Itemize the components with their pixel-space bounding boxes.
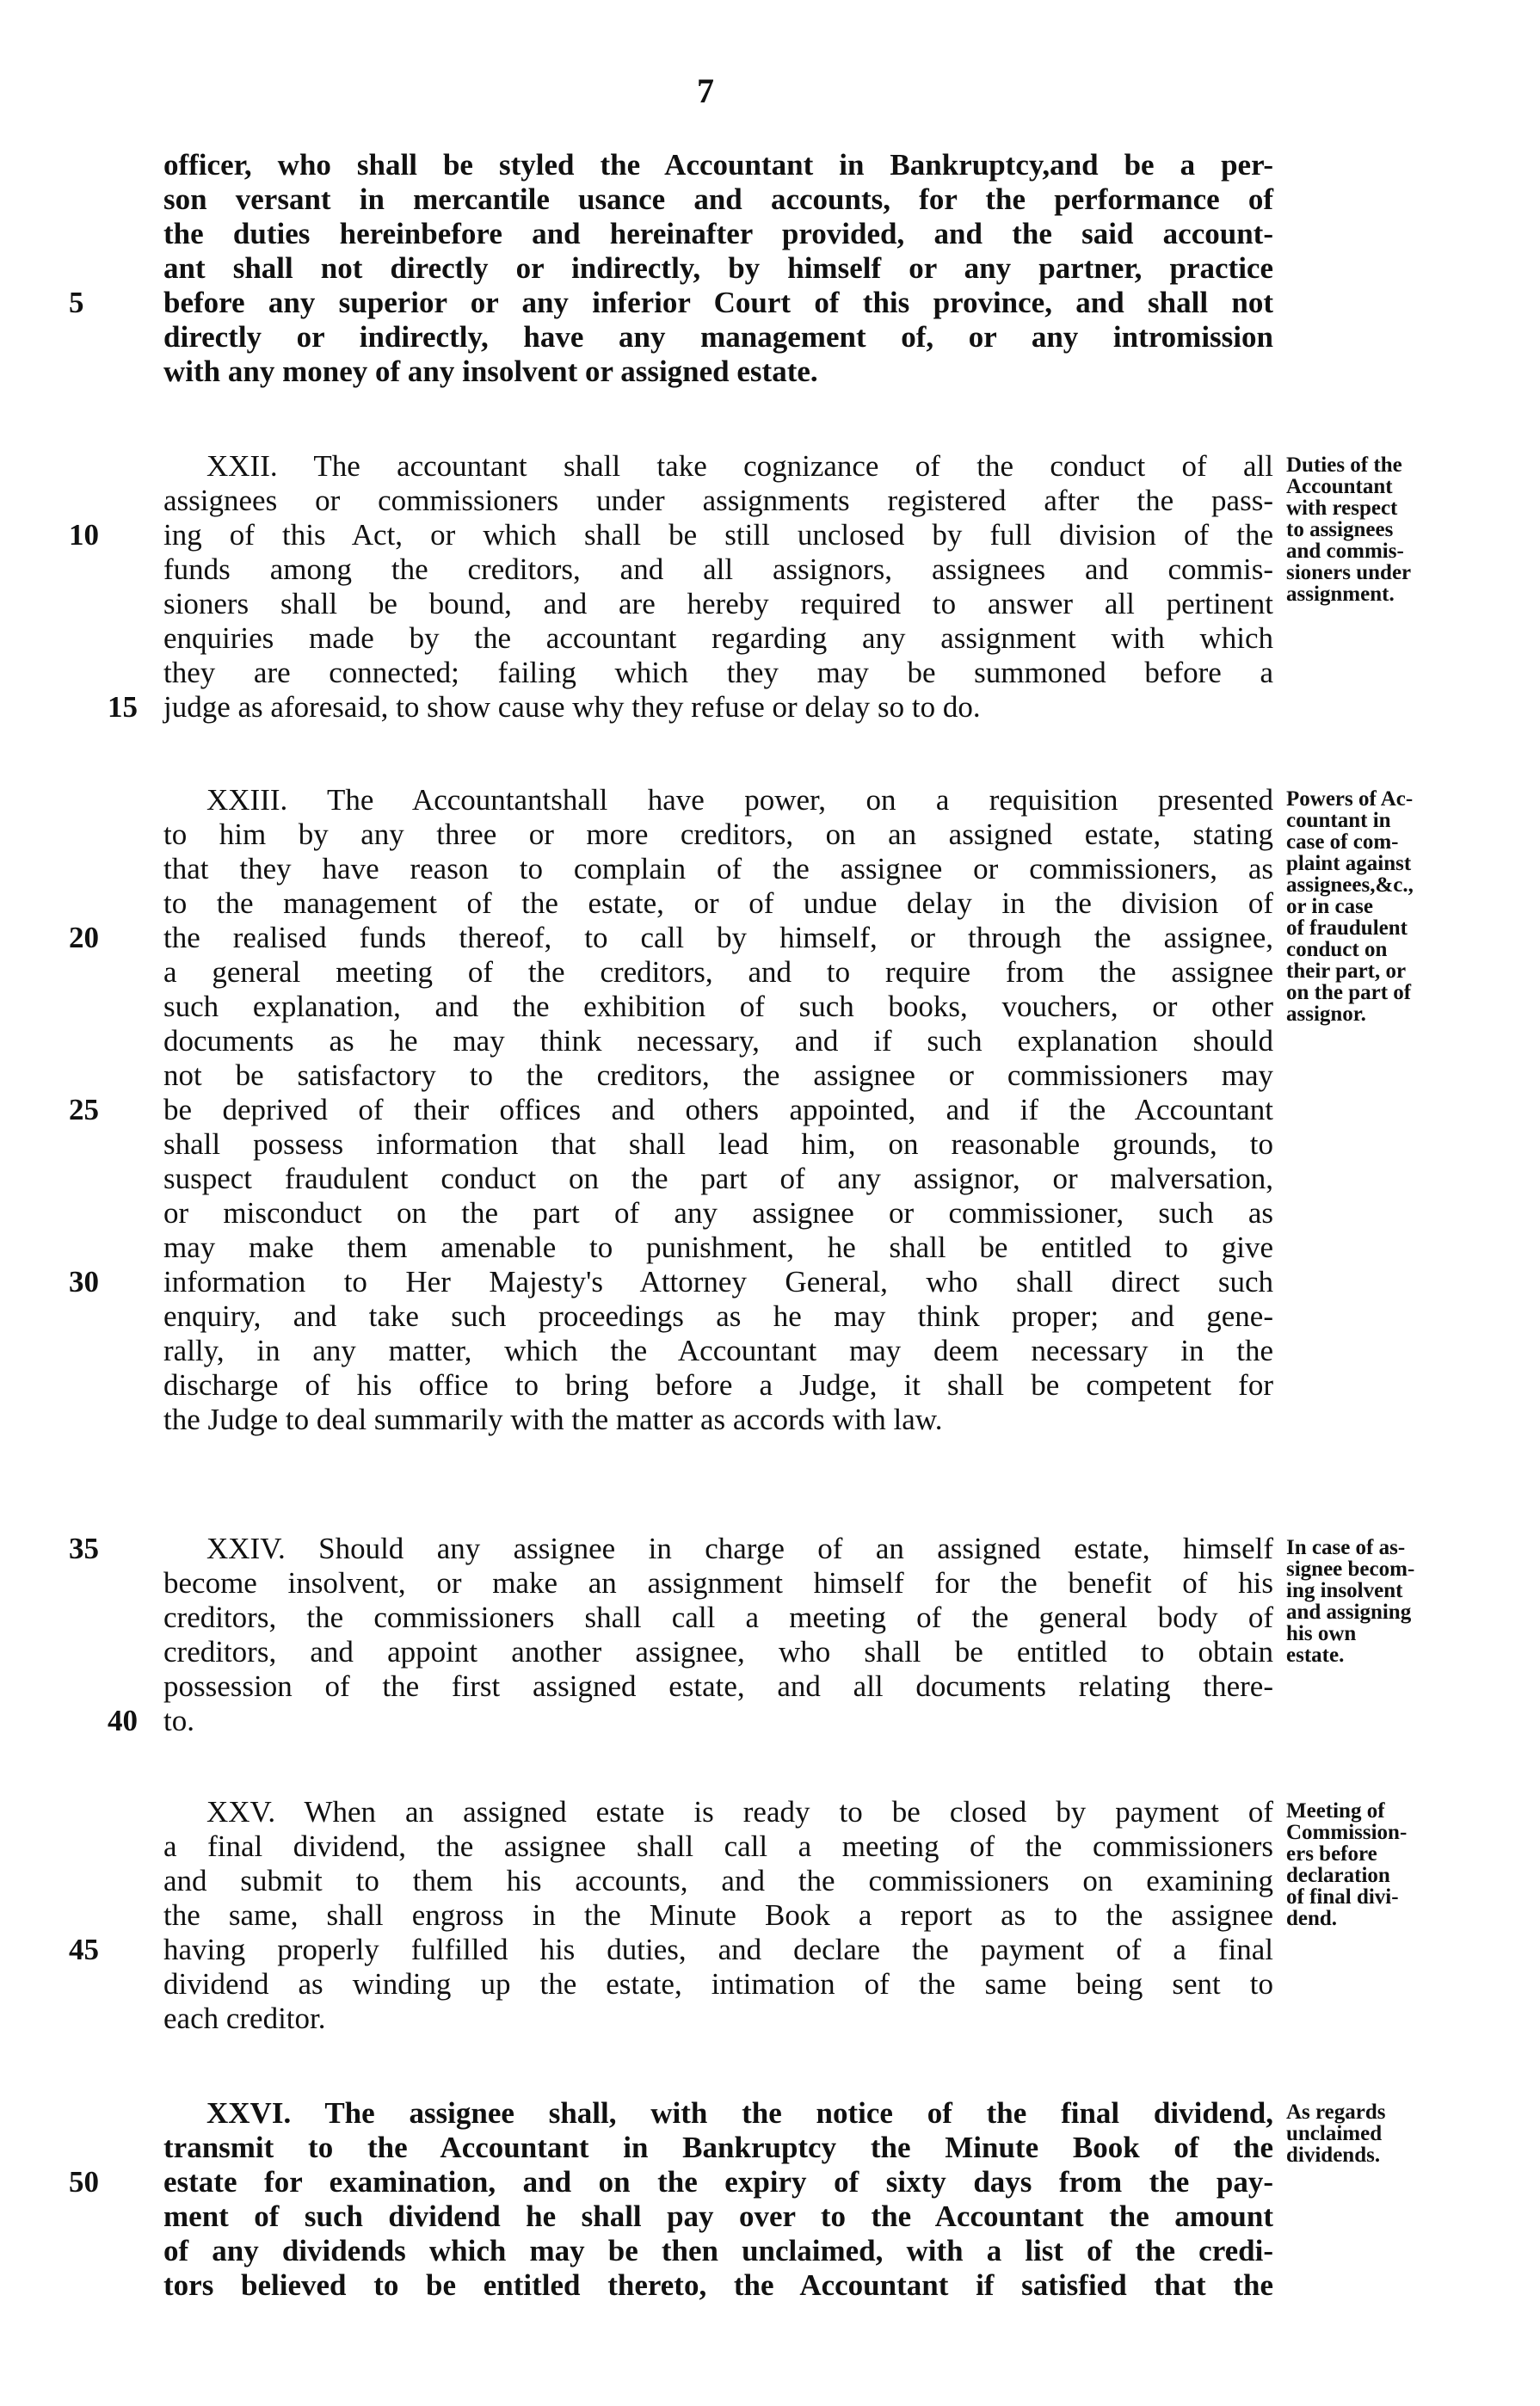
line-text: enquiry, and take such proceedings as he may think proper; and gene-	[163, 1299, 1273, 1333]
text-line	[163, 484, 1273, 518]
line-text: tors believed to be entitled thereto, the Accountant if satisfied that the	[163, 2268, 1273, 2302]
margin-note-line: unclaimed	[1286, 2122, 1383, 2145]
margin-note-line: their part, or	[1286, 959, 1407, 983]
line-text: possession of the first assigned estate, and all documents relating there-	[163, 1669, 1273, 1703]
line-text: XXVI. The assignee shall, with the notice of the final dividend,	[206, 2096, 1273, 2130]
margin-note-line: to assignees	[1286, 518, 1394, 541]
text-line	[163, 656, 1273, 690]
text-line	[163, 1299, 1273, 1334]
line-text: discharge of his office to bring before a Judge, it shall be competent for	[163, 1368, 1273, 1402]
line-text: assignees or commissioners under assignments registered after the pass-	[163, 484, 1273, 517]
line-text: the Judge to deal summarily with the matter as accords with law.	[163, 1403, 943, 1436]
text-line	[69, 1093, 1273, 1127]
line-text: sioners shall be bound, and are hereby required to answer all pertinent	[163, 587, 1273, 620]
margin-note-line: Accountant	[1286, 475, 1393, 498]
margin-note-line: with respect	[1286, 497, 1398, 520]
section-xxiv	[69, 1532, 1273, 1738]
line-text: judge as aforesaid, to show cause why they refuse or delay so to do.	[163, 690, 981, 724]
line-text: creditors, and appoint another assignee, who shall be entitled to obtain	[163, 1635, 1273, 1669]
margin-note-line: dend.	[1286, 1907, 1338, 1930]
line-number: 50	[69, 2165, 99, 2199]
margin-note-line: sioners under	[1286, 561, 1412, 584]
section-xxvi	[69, 2096, 1273, 2303]
line-text: the duties hereinbefore and hereinafter provided, and the said account-	[163, 217, 1273, 250]
text-line	[163, 1898, 1273, 1933]
section-xxv	[69, 1795, 1273, 2036]
line-text: may make them amenable to punishment, he shall be entitled to give	[163, 1231, 1273, 1264]
line-number: 15	[108, 690, 138, 724]
line-number: 35	[69, 1532, 99, 1565]
margin-note-line: countant in	[1286, 809, 1391, 832]
line-text: to him by any three or more creditors, on an assigned estate, stating	[163, 817, 1273, 851]
line-text: XXIII. The Accountantshall have power, on a requisition presented	[206, 783, 1273, 817]
text-line	[163, 621, 1273, 656]
line-text: officer, who shall be styled the Accountant in Bankruptcy,and be a per-	[163, 148, 1273, 182]
text-line	[108, 690, 1273, 725]
margin-note-line: his own	[1286, 1622, 1357, 1645]
text-line	[163, 817, 1273, 852]
line-text: transmit to the Accountant in Bankruptcy the Minute Book of the	[163, 2131, 1273, 2164]
page-number: 7	[697, 71, 714, 110]
margin-note-xxiii	[1286, 788, 1497, 1025]
line-text: such explanation, and the exhibition of such books, vouchers, or other	[163, 990, 1273, 1023]
line-number: 30	[69, 1265, 99, 1299]
line-number: 45	[69, 1933, 99, 1966]
line-text: XXV. When an assigned estate is ready to be closed by payment of	[206, 1795, 1273, 1829]
margin-note-line: signee becom-	[1286, 1558, 1415, 1581]
line-text: creditors, the commissioners shall call a meeting of the general body of	[163, 1601, 1273, 1634]
text-line	[69, 1265, 1273, 1299]
text-line	[163, 2096, 1273, 2131]
text-line	[69, 518, 1273, 552]
margin-note-line: Meeting of	[1286, 1799, 1385, 1823]
text-line	[163, 148, 1273, 182]
text-line	[163, 1403, 1273, 1437]
line-text: or misconduct on the part of any assignee or commissioner, such as	[163, 1196, 1273, 1230]
line-text: ant shall not directly or indirectly, by himself or any partner, practice	[163, 251, 1273, 285]
line-text: a general meeting of the creditors, and to require from the assignee	[163, 955, 1273, 989]
line-text: documents as he may think necessary, and if such explanation should	[163, 1024, 1273, 1058]
line-text: dividend as winding up the estate, intimation of the same being sent to	[163, 1967, 1273, 2001]
margin-note-line: assignor.	[1286, 1002, 1366, 1026]
text-line	[163, 587, 1273, 621]
text-line	[163, 1162, 1273, 1196]
text-line	[163, 320, 1273, 355]
text-line	[163, 1334, 1273, 1368]
section-xxii	[69, 449, 1273, 725]
line-text: they are connected; failing which they may be summoned before a	[163, 656, 1273, 689]
margin-note-line: Commission-	[1286, 1821, 1408, 1844]
margin-note-xxii	[1286, 454, 1497, 605]
line-text: with any money of any insolvent or assigned estate.	[163, 355, 818, 388]
text-line	[163, 1368, 1273, 1403]
line-text: ing of this Act, or which shall be still unclosed by full division of the	[163, 518, 1273, 552]
line-text: ment of such dividend he shall pay over to the Accountant the amount	[163, 2199, 1273, 2233]
text-line	[163, 1635, 1273, 1669]
margin-note-line: and commis-	[1286, 540, 1404, 563]
margin-note-line: or in case	[1286, 895, 1373, 918]
margin-note-line: dividends.	[1286, 2144, 1381, 2167]
text-line	[163, 1967, 1273, 2002]
text-line	[69, 2165, 1273, 2199]
text-line	[163, 1864, 1273, 1898]
text-line	[163, 1127, 1273, 1162]
line-text: become insolvent, or make an assignment himself for the benefit of his	[163, 1566, 1273, 1600]
line-text: not be satisfactory to the creditors, the assignee or commissioners may	[163, 1058, 1273, 1092]
margin-note-line: of final divi-	[1286, 1885, 1399, 1909]
text-line	[163, 852, 1273, 886]
text-line	[163, 2199, 1273, 2234]
margin-note-line: Powers of Ac-	[1286, 787, 1414, 811]
text-line	[163, 1196, 1273, 1231]
line-text: enquiries made by the accountant regarding any assignment with which	[163, 621, 1273, 655]
text-line	[163, 2268, 1273, 2303]
margin-note-line: on the part of	[1286, 981, 1412, 1004]
text-line	[163, 1829, 1273, 1864]
text-line	[163, 2131, 1273, 2165]
margin-note-line: Duties of the	[1286, 453, 1402, 477]
line-text: shall possess information that shall lead him, on reasonable grounds, to	[163, 1127, 1273, 1161]
line-text: be deprived of their offices and others appointed, and if the Accountant	[163, 1093, 1273, 1126]
line-text: suspect fraudulent conduct on the part of any assignor, or malversation,	[163, 1162, 1273, 1195]
line-text: estate for examination, and on the expiry of sixty days from the pay-	[163, 2165, 1273, 2199]
margin-note-line: assignment.	[1286, 583, 1395, 606]
margin-note-line: In case of as-	[1286, 1536, 1406, 1559]
line-number: 25	[69, 1093, 99, 1126]
line-number: 20	[69, 921, 99, 954]
text-line	[163, 1058, 1273, 1093]
text-line	[163, 1601, 1273, 1635]
line-text: XXIV. Should any assignee in charge of an assigned estate, himself	[206, 1532, 1273, 1565]
text-line	[69, 286, 1273, 320]
margin-note-line: estate.	[1286, 1644, 1345, 1667]
margin-note-line: plaint against	[1286, 852, 1412, 875]
line-text: to the management of the estate, or of undue delay in the division of	[163, 886, 1273, 920]
line-number: 40	[108, 1704, 138, 1737]
line-number: 10	[69, 518, 99, 552]
text-line	[163, 783, 1273, 817]
text-line	[163, 217, 1273, 251]
margin-note-line: assignees,&c.,	[1286, 873, 1414, 897]
text-line	[163, 1566, 1273, 1601]
section-intro	[69, 148, 1273, 389]
line-text: the same, shall engross in the Minute Book a report as to the assignee	[163, 1898, 1273, 1932]
margin-note-line: As regards	[1286, 2101, 1386, 2124]
text-line	[69, 1532, 1273, 1566]
line-text: having properly fulfilled his duties, and declare the payment of a final	[163, 1933, 1273, 1966]
margin-note-line: ing insolvent	[1286, 1579, 1403, 1602]
text-line	[163, 251, 1273, 286]
section-xxiii	[69, 783, 1273, 1437]
margin-note-line: ers before	[1286, 1842, 1377, 1866]
text-line	[163, 886, 1273, 921]
line-text: each creditor.	[163, 2002, 326, 2035]
margin-note-line: and assigning	[1286, 1601, 1412, 1624]
line-text: to.	[163, 1704, 194, 1737]
margin-note-xxiv	[1286, 1537, 1497, 1666]
line-text: information to Her Majesty's Attorney General, who shall direct such	[163, 1265, 1273, 1299]
line-text: rally, in any matter, which the Accountant may deem necessary in the	[163, 1334, 1273, 1367]
text-line	[108, 1704, 1273, 1738]
margin-note-line: conduct on	[1286, 938, 1388, 961]
margin-note-line: declaration	[1286, 1864, 1390, 1887]
line-text: son versant in mercantile usance and accounts, for the performance of	[163, 182, 1273, 216]
text-line	[163, 1024, 1273, 1058]
line-text: before any superior or any inferior Court of this province, and shall not	[163, 286, 1273, 319]
text-line	[163, 552, 1273, 587]
line-text: XXII. The accountant shall take cognizance of the conduct of all	[206, 449, 1273, 483]
text-line	[69, 1933, 1273, 1967]
line-text: a final dividend, the assignee shall call a meeting of the commissioners	[163, 1829, 1273, 1863]
text-line	[163, 2234, 1273, 2268]
text-line	[163, 1795, 1273, 1829]
line-number: 5	[69, 286, 84, 319]
text-line	[163, 2002, 1273, 2036]
line-text: that they have reason to complain of the assignee or commissioners, as	[163, 852, 1273, 885]
line-text: the realised funds thereof, to call by himself, or through the assignee,	[163, 921, 1273, 954]
margin-note-xxv	[1286, 1800, 1497, 1929]
text-line	[163, 1231, 1273, 1265]
text-line	[163, 955, 1273, 990]
text-line	[163, 355, 1273, 389]
text-line	[69, 921, 1273, 955]
margin-note-xxvi	[1286, 2101, 1497, 2166]
line-text: directly or indirectly, have any management of, or any intromission	[163, 320, 1273, 354]
text-line	[163, 449, 1273, 484]
line-text: and submit to them his accounts, and the commissioners on examining	[163, 1864, 1273, 1897]
text-line	[163, 182, 1273, 217]
line-text: funds among the creditors, and all assignors, assignees and commis-	[163, 552, 1273, 586]
margin-note-line: of fraudulent	[1286, 916, 1408, 940]
margin-note-line: case of com-	[1286, 830, 1399, 854]
line-text: of any dividends which may be then unclaimed, with a list of the credi-	[163, 2234, 1273, 2267]
text-line	[163, 1669, 1273, 1704]
text-line	[163, 990, 1273, 1024]
